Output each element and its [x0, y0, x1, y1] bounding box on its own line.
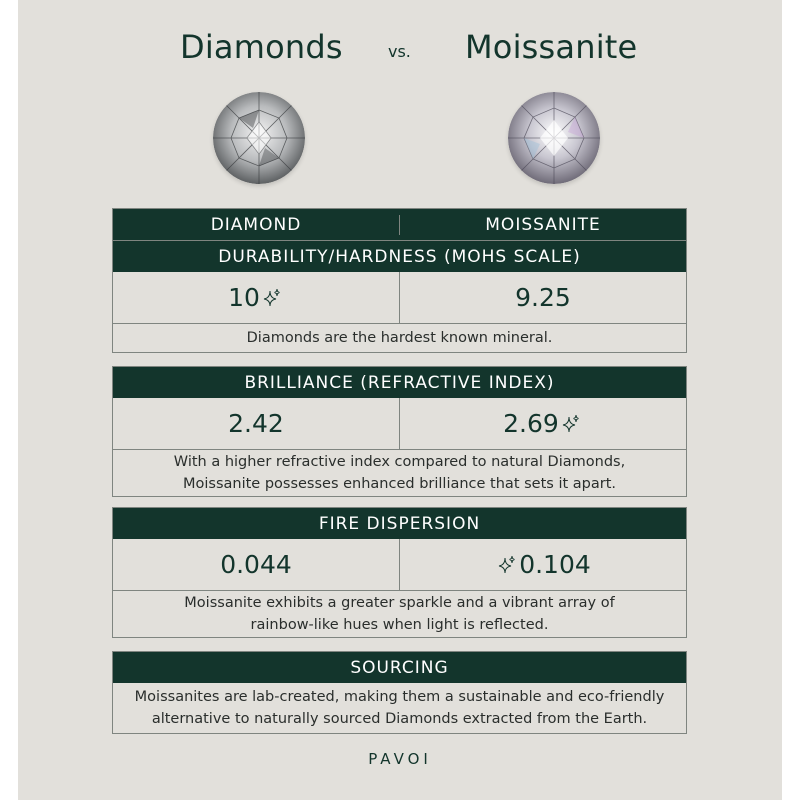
durability-section	[112, 208, 687, 353]
diamonds-title: Diamonds	[180, 28, 343, 66]
sparkle-icon	[497, 555, 517, 575]
column-header-moissanite: MOISSANITE	[399, 215, 686, 235]
moissanite-dispersion-value: 0.104	[519, 550, 591, 579]
diamond-refractive-value: 2.42	[228, 409, 284, 438]
fire-dispersion-note: Moissanite exhibits a greater sparkle and a vibrant array of rainbow-like hues when light is reflected.	[113, 590, 686, 637]
brilliance-note: With a higher refractive index compared to natural Diamonds, Moissanite possesses enhanced brilliance that sets it apart.	[113, 449, 686, 496]
diamond-dispersion-value: 0.044	[220, 550, 292, 579]
sourcing-section	[112, 651, 687, 734]
brilliance-section	[112, 366, 687, 497]
fire-dispersion-heading: FIRE DISPERSION	[113, 508, 686, 539]
durability-note: Diamonds are the hardest known mineral.	[113, 323, 686, 352]
durability-heading: DURABILITY/HARDNESS (MOHS SCALE)	[113, 240, 686, 272]
brilliance-values-row	[113, 398, 686, 449]
column-header-diamond: DIAMOND	[210, 214, 302, 235]
sourcing-note: Moissanites are lab-created, making them a sustainable and eco-friendly alternative to naturally sourced Diamonds extracted from the Earth.	[134, 689, 665, 727]
moissanite-hardness-value: 9.25	[399, 272, 686, 323]
durability-values-row	[113, 272, 686, 323]
vs-label: vs.	[388, 42, 411, 61]
diamond-hardness-value: 10	[228, 283, 260, 312]
brand-logo: PAVOI	[368, 750, 432, 768]
fire-dispersion-section	[112, 507, 687, 638]
moissanite-title: Moissanite	[465, 28, 638, 66]
moissanite-refractive-value: 2.69	[503, 409, 559, 438]
sourcing-heading: SOURCING	[113, 652, 686, 683]
moissanite-gem-icon	[508, 92, 600, 184]
sparkle-icon	[262, 288, 282, 308]
brilliance-heading: BRILLIANCE (REFRACTIVE INDEX)	[113, 367, 686, 398]
diamond-gem-icon	[213, 92, 305, 184]
fire-dispersion-values-row	[113, 539, 686, 590]
column-header-row	[113, 209, 686, 240]
sparkle-icon	[561, 414, 581, 434]
